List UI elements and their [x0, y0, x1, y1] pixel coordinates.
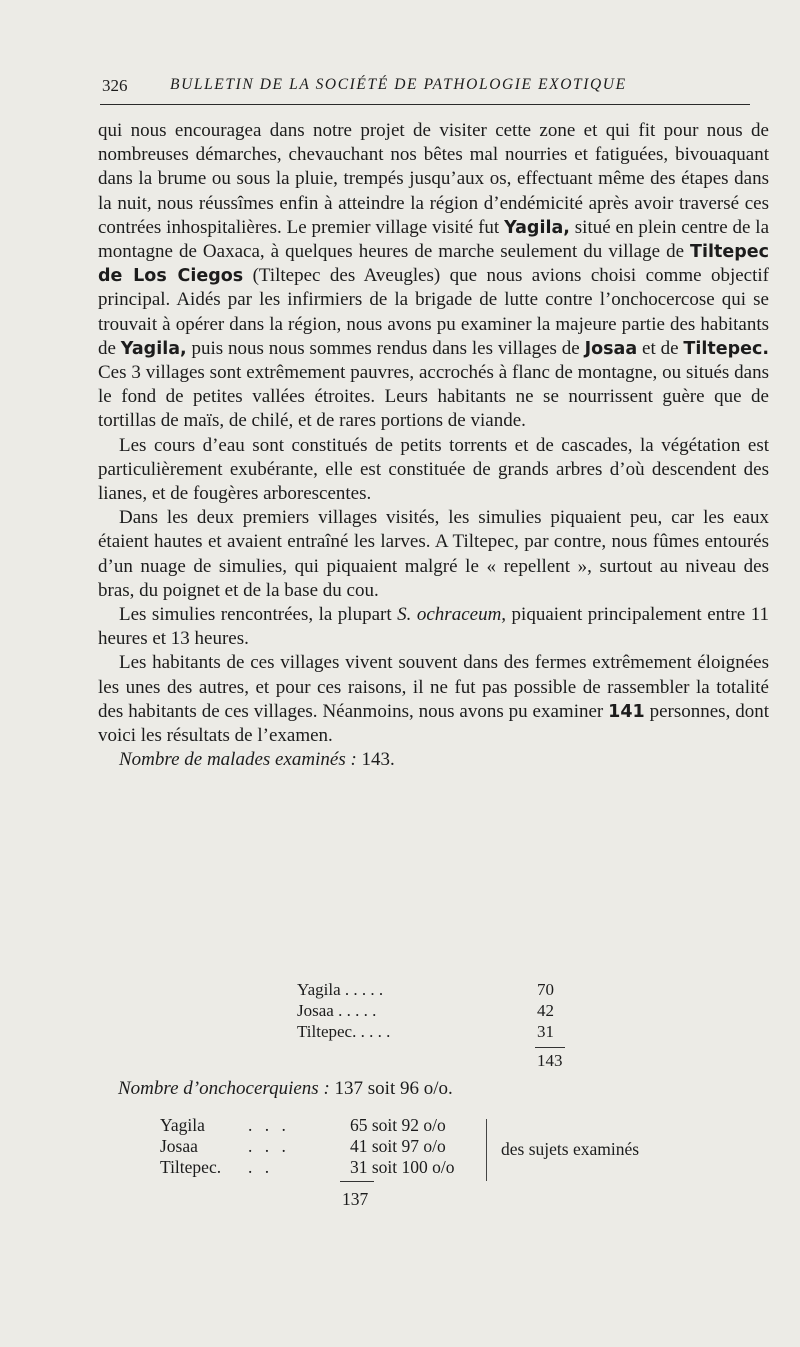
village-name-josaa: Josaa	[584, 338, 638, 359]
row-village: Josaa	[160, 1136, 198, 1156]
brace-line	[486, 1119, 487, 1181]
examined-value: 143.	[356, 749, 395, 771]
row-value: 31	[537, 1022, 554, 1041]
village-name-yagila-2: Yagila,	[120, 338, 187, 359]
village-name-tiltepec: Tiltepec.	[683, 338, 770, 359]
row-village: Yagila	[160, 1115, 205, 1135]
row-village: Yagila . . . . .	[297, 980, 384, 999]
paragraph-3: Dans les deux premiers villages visités, les simulies piquaient peu, car les eaux étaient hautes et avaient entraîné les larves. A Tiltepec, par contre, nous fûmes entourés d’un nuage de simulies, qui piquaient malgré le « repellent », surtout au niveau des bras, du poignet et de la base du cou.	[98, 507, 769, 601]
page-header	[100, 70, 750, 105]
running-title: BULLETIN DE LA SOCIÉTÉ DE PATHOLOGIE EXOTIQUE	[170, 76, 627, 93]
row-village: Tiltepec. . . . .	[297, 1022, 391, 1041]
onchocerciens-table	[0, 1115, 800, 1225]
paragraph-6	[98, 748, 769, 772]
paragraph-2: Les cours d’eau sont constitués de petits torrents et de cascades, la végétation est particulièrement exubérante, elle est constituée de grands arbres d’où descendent des lianes, et de fougères arborescentes.	[98, 434, 769, 505]
table-row	[160, 1157, 500, 1179]
paragraph-4: Les simulies rencontrées, la plupart S. ochraceum, piquaient principalement entre 11 heures et 13 heures.	[98, 604, 769, 650]
sum-line	[535, 1047, 565, 1048]
row-village: Josaa . . . . .	[297, 1001, 377, 1020]
paragraph-5: Les habitants de ces villages vivent souvent dans des fermes extrêmement éloignées les unes des autres, et pour ces raisons, il ne fut pas possible de rassembler la totalité des habitants de ces villages. Néanmoins, nous avons pu examiner 141 personnes, dont voici les résultats de l’examen.	[98, 652, 769, 747]
sum-line	[340, 1181, 374, 1182]
onchocerciens-label: Nombre d’onchocerquiens :	[118, 1078, 330, 1099]
row-dots: . .	[248, 1157, 274, 1177]
row-value: 65 soit 92 o/o	[350, 1115, 446, 1135]
table-row	[160, 1115, 500, 1137]
paragraph-1: qui nous encouragea dans notre projet de visiter cette zone et qui fit pour nous de nombreuses démarches, chevauchant nos bêtes mal nourries et fatiguées, bivouaquant dans la brume ou sous la pluie, trempés jusqu’aux os, effectuant même des étapes dans la nuit, nous réussîmes enfin à atteindre la région d’endémicité après avoir traversé ces contrées inhospitalières. Le premier village visité fut Yagila, situé en plein centre de la montagne de Oaxaca, à quelques heures de marche seulement du village de Tiltepec de Los Ciegos (Tiltepec des Aveugles) que nous avions choisi comme objectif principal. Aidés par les infirmiers de la brigade de lutte contre l’onchocercose qui se trouvait à opérer dans la région, nous avons pu examiner la majeure partie des habitants de Yagila, puis nous nous sommes rendus dans les villages de Josaa et de Tiltepec. Ces 3 villages sont extrêmement pauvres, accrochés à flanc de montagne, ou situés dans le fond de petites vallées étroites. Leurs habitants ne se nourrissent guère que de tortillas de maïs, de chilé, et de rares portions de viande.	[98, 120, 770, 432]
table-row	[297, 1001, 597, 1023]
row-village: Tiltepec.	[160, 1157, 222, 1177]
row-dots: . . .	[248, 1136, 290, 1156]
village-name-yagila: Yagila,	[504, 217, 570, 238]
table-row	[297, 1022, 597, 1044]
onchocerciens-value: 137 soit 96 o/o.	[329, 1078, 453, 1099]
page-number: 326	[102, 76, 128, 95]
onchocerciens-total: 137	[342, 1189, 369, 1209]
examined-label: Nombre de malades examinés :	[119, 749, 357, 771]
table-row	[297, 980, 597, 1002]
village-name-tiltepec-los-ciegos: Tiltepec de Los Ciegos	[98, 242, 769, 287]
examined-total: 143	[537, 1051, 563, 1070]
row-value: 31 soit 100 o/o	[350, 1157, 455, 1177]
row-dots: . . .	[248, 1115, 290, 1135]
article-body	[98, 119, 769, 772]
row-value: 42	[537, 1001, 554, 1020]
onchocerciens-line	[118, 1078, 453, 1100]
table-row	[160, 1136, 500, 1158]
row-value: 70	[537, 980, 554, 999]
species-name: S. ochraceum,	[397, 604, 507, 626]
row-value: 41 soit 97 o/o	[350, 1136, 446, 1156]
examined-count: 141	[608, 701, 645, 722]
table-description: des sujets examinés	[501, 1139, 640, 1159]
examined-table	[0, 980, 800, 1080]
